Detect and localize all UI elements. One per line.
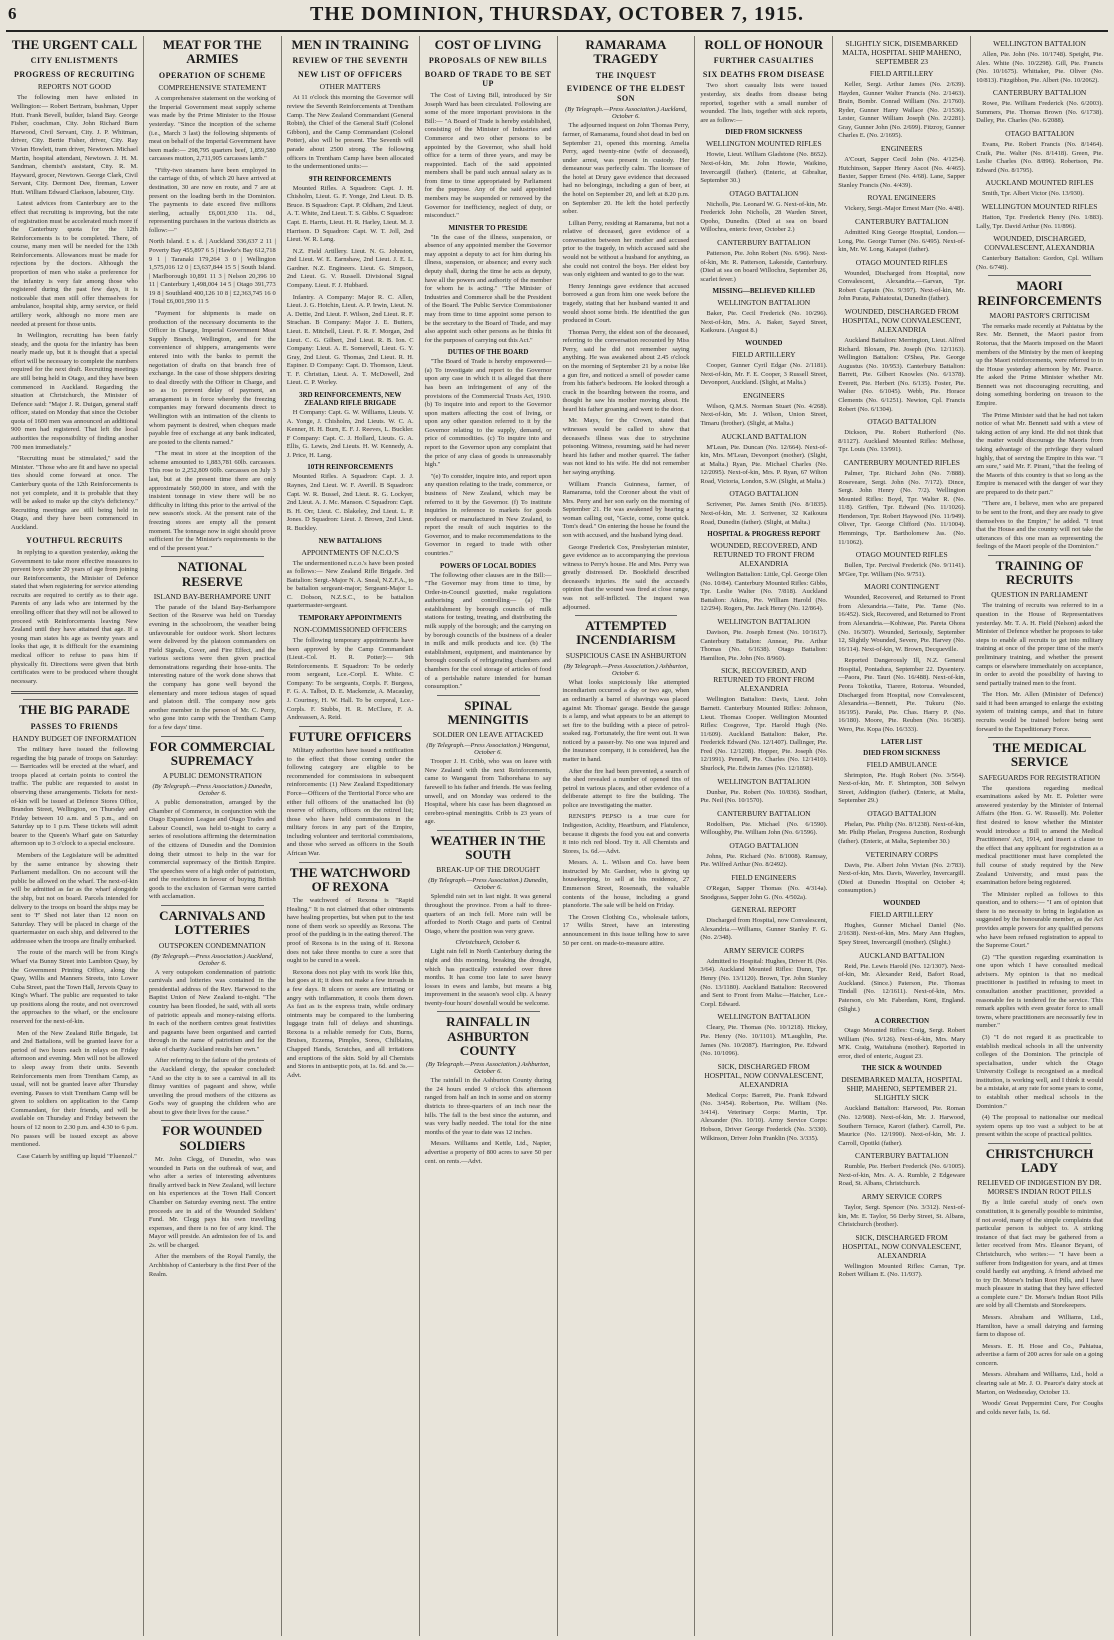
headline-rule [161, 736, 264, 737]
article-paragraph: In replying to a question yesterday, asking the Government to take more effective measures to prevent boys under 20 years of age from joining our Reinforcements, the Minister of Defence stated that when registering for service attending recruits are required to certify as to their age. Parents of any lads who are intermed by the enrolling officer that they will not be allowed to proceed with Reinforcements leaving New Zealand until they have attained that age. If a young man states his age as twenty years and looks that age, it is difficult for the examining medical officer to refuse to pass him if physically fit. Directions were given that birth certificates were to be produced where thought necessary. [11, 548, 138, 685]
column-4 [420, 36, 558, 1636]
article-headline: CHRISTCHURCH LADY [985, 1145, 1094, 1176]
article-paragraph: The Prime Minister said that he had not taken notice of what Mr. Bennett said with a view of taking action of any kind. He did not think that the matter would discourage the Maoris from taking advantage of the privilege they valued highly, that of serving the Empire in this war. "I am sure," said Mr. F. Pirani, "that the feeling of the Maoris of this country is that so long as the Empire is menaced with the danger of war they are prepared to do their part." [976, 411, 1103, 496]
article-headline: ATTEMPTED INCENDIARISM [576, 618, 676, 648]
article-deck: SICK, DISCHARGED FROM HOSPITAL, NOW CONVALESCENT, ALEXANDRIA [704, 1061, 824, 1089]
article-subheading: THE INQUEST [595, 70, 657, 80]
article-deck: A PUBLIC DEMONSTRATION [162, 771, 262, 781]
article-paragraph: The rainfall in the Ashburton County during the 24 hours ended 9 o'clock this afternoon ranged from half an inch in some and on stormy districts to three-quarters of an inch near the hills. The fall is the best since the autumn, and was very badly needed. The total for the nine months of the year to date was 12 inches. [424, 1077, 552, 1136]
article-paragraph: What looks suspiciously like attempted incendiarism occurred a day or two ago, when an ordinarily a barrel of shavings was placed against Mr. Thomas' garage. Beside the garage is a lamp, and what appears to be an attempt to set fire to the building with a piece of petrol-soaked rag. Fortunately, the fire went out. It was noticed by a passer-by. No one was injured and the insurance company, it is considered, has the matter in hand. [562, 678, 690, 763]
article-deck: OTAGO MOUNTED RIFLES [855, 550, 948, 560]
article-deck: OTHER MATTERS [319, 82, 381, 92]
figures-table: North Island. £ s. d. | Auckland 336,637 2 11 | Poverty Bay 455,897 6 5 | Hawke's Bay 612,718 9 1 | Taranaki 179,264 3 0 | Wellington 1,575,016 12 0 | £3,637,844 15 5 | South Island. | Marlborough 10,891 11 3 | Nelson 20,396 10 11 | Canterbury 1,498,004 14 5 | Otago 391,773 19 8 | Southland 400,126 10 8 | £2,363,745 16 0 | Total £6,001,590 11 5 [148, 238, 276, 306]
article-paragraph: Vickery, Sergt.-Major Ernest Marr (No. 4/48). [844, 205, 965, 213]
article-paragraph: Wounded, Recovered, and Returned to Front from Alexandria.—Taite, Pte. Tame (No. 16/452). Sick, Recovered, and Returned to Front from Alexandria.—Kohiwae, Pte. Pareta Ohora (No. 16/307). Wounded, Seriously, September 12, Slightly Wounded, Severe, Pte. Harvey (No. 16/114). Next-of-kin, W. Brown, Decqueville. [838, 594, 966, 653]
article-deck: CANTERBURY BATTALION [992, 88, 1087, 98]
article-paragraph: "Payment for shipments is made on production of the necessary documents to the Officer in Charge, Imperial Government Meat Supply Branch, Wellington, and for the convenience of shippers, arrangements were entered into with the banks to permit the negotiation of drafts on that branch free of exchange. In the case of those shippers desiring to deal directly with the Officer in Charge, and so as to prevent delay of payment, an arrangement is in force whereby the freezing companies may forward documents direct to Wellington with an intimation of the clients to whom payment is desired, when cheques made payable free of exchange at any bank indicated, are posted to the clients named." [148, 310, 276, 446]
article-deck: OTAGO BATTALION [729, 840, 799, 850]
article-paragraph: (4) The proposal to nationalise our medical system opens up too vast a subject to be at present within the scope of practical politics. [976, 1114, 1103, 1139]
article-paragraph: Wilson, Q.M.S. Norman Stuart (No. 4/268). Next-of-kin, Mr. J. Wilson, Union Street, Timaru (brother). (Slight, at Malta.) [700, 402, 828, 427]
article-paragraph: Phelan, Pte. Philip (No. 8/1238). Next-of-kin, Mr. Philip Phelan, Progress Junction, Roxburgh (father). (Enteric, at Malta, September 30.) [838, 820, 966, 845]
article-headline: NATIONAL RESERVE [177, 559, 247, 589]
article-headline: TRAINING OF RECRUITS [995, 557, 1084, 588]
dateline: (By Telegraph.—Press Association.) Ashburton, October 6. [563, 662, 689, 677]
article-paragraph: A very outspoken condemnation of patriotic carnivals and lotteries was contained in the presidential address of the Rev. Harwood to the Baptist Union of New Zealand to-night. "The country has been flooded, he said, with all sorts of patriotic appeals and money-raising efforts. In each of the northern centres great festivities and pageants have been organised and carried through in the name of patriotism and for the sake of charity Auckland results her own." [148, 968, 276, 1053]
article-headline: MEAT FOR THE ARMIES [162, 37, 262, 67]
article-deck: ARMY SERVICE CORPS [861, 1192, 942, 1202]
article-paragraph: A comprehensive statement on the working of the Imperial Government meat supply scheme was made by the Prime Minister to the House yesterday. "Since the inception of the scheme (i.e., March 3 last) the following shipments of meat on behalf of the Imperial Government have been made:— 298,795 quarters beef, 1,859,580 carcasses mutton, 2,711,905 carcasses lamb." [148, 95, 276, 163]
article-paragraph: A public demonstration, arranged by the Chamber of Commerce, in conjunction with the Otago Expansion League and Otago Trades and Labour Council, was held to-night to carry a series of resolutions affirming the determination of the citizens of Dunedin and the Dominion doing their utmost to help in the war for commercial supremacy of the British Empire. The speeches were of a high order of patriotism, and the resolutions in favour of buying British goods to the exclusion of German were carried with acclamation. [148, 799, 276, 901]
article-paragraph: Messrs. A. L. Wilson and Co. have been instructed by Mr. Gardner, who is giving up housekeeping, to sell at his residence, 27 Emmerson Street, Roseneath, the valuable contents of the house, including a grand pianoforte. The sale will be held on Friday. [562, 859, 690, 910]
article-paragraph: Admitted King George Hospital, London.—Long, Pte. George Turner (No. 6/495). Next-of-kin, Mr. W. Long, Kaiapoi (father). [838, 228, 966, 254]
article-headline: FOR WOUNDED SOLDIERS [162, 1123, 263, 1153]
article-headline: THE WATCHWORD OF REXONA [289, 864, 411, 894]
article-deck: CANTERBURY BATTALION [717, 808, 811, 818]
headline-rule [161, 1120, 264, 1121]
columns-container [6, 36, 1108, 1636]
article-paragraph: Men of the New Zealand Rifle Brigade, 1st and 2nd Battalions, will be granted leave for a period of two hours each in relays on Friday afternoon and evening. Men will not be allowed to sleep away from their units. Seventh Reinforcements men from Trentham Camp, as usual, will not be granted leave after Thursday evening. Passes to visit Trentham Camp will be given to soldiers on application to the Camp Commandant, for their friends, and will be available on Thursday and Friday between the hours of 12 noon to 2.30 p.m. and 4.30 to 6 p.m. No passes will be issued except as above mentioned. [11, 1029, 138, 1149]
article-paragraph: Military authorities have issued a notification to the effect that those coming under the following category are eligible to be recommended for commissions in subsequent reinforcements: (1) New Zealand Expeditionary Force—Officers of the Territorial Force who are either full officers of the unattached list (b) reserve of officers, officers on the retired list; those who have held commissions in the military forces in any part of the Empire, including volunteer and territorial commissions, and those who served as officers in the South African War. [286, 747, 414, 857]
article-headline: COST OF LIVING [434, 37, 542, 52]
article-paragraph: Reported Dangerously Ill, N.Z. General Hospital, Pontadura, September 22. Dysentery.—Paora, Pte. Tauri (No. 16/488). Next-of-kin, Peora Tokotika, Tiarere, Rotorua. Wounded, Discharged from Hospital, now Convalescent, Alexandria.—Bennett, Pte. Tukuru (No. 16/195). Paraki, Pte. Chas. Harry P. (No. 16/180). Moore, Pte. Reuben (No. 16/385). Wero, Pte. Kopa (No. 16/333). [838, 657, 966, 733]
article-paragraph: Cooper, Gunner Cyril Edgar (No. 2/1181). Next-of-kin, Mr. F. E. Cooper, 3 Russell Street, Devonport, Auckland. (Slight, at Malta.) [700, 362, 828, 387]
article-paragraph: Dickson, Pte. Robert Rutherford (No. 8/1127). Auckland Mounted Rifles: Melhose, Tpr. Louis (No. 13/991). [838, 429, 966, 454]
article-paragraph: Mr. Mays, for the Crown, stated that witnesses would be called to show that deceased's illness was due to strychnine poisoning. Witness, resuming, said he had never heard his father and mother quarrel. The father was not kind to his wife. He did not remember her saying anything. [562, 417, 690, 476]
section-heading: MISSING—BELIEVED KILLED [712, 287, 816, 296]
article-deck: QUESTION IN PARLIAMENT [991, 590, 1088, 600]
section-heading: TEMPORARY APPOINTMENTS [298, 613, 402, 622]
article-deck: SUSPICIOUS CASE IN ASHBURTON [565, 650, 687, 660]
article-paragraph: (3) "I do not regard it as practicable to establish medical schools in all the university colleges of the Dominion. The principle of specialisation, under which the Otago University College is recognised as a medical institution, is working well, and I think it would be a mistake, at any rate for some years to come, to establish other medical schools in the Dominion." [976, 1033, 1103, 1110]
article-paragraph: Mr. John Clegg, of Dunedin, who was wounded in Paris on the outbreak of war, and who after a series of interesting adventures finally arrived back in New Zealand, will lecture on his experiences at the Town Hall Concert Chamber on Saturday evening next. The entire proceeds are in aid of the Wounded Soldiers' Fund. Mr. Clegg pays his own travelling expenses, and there is no fee of any kind. The Mayor will preside. An admission fee of 1s. and 2s. will be charged. [148, 1156, 276, 1249]
article-deck: ISLAND BAY-BERHAMPORE UNIT [153, 591, 271, 601]
article-deck: OTAGO BATTALION [1005, 129, 1075, 139]
article-paragraph: Wellington Battalion: Little, Cpl. George Olen (No. 10/84). Canterbury Mounted Rifles: Gibbs, Tpr. Leslie Walter (No. 7/818). Auckland Battalion: Atkins, Pte. William Harold (No. 12/294). Rogers, Pte. Jack Henry (No. 12/864). [700, 571, 828, 613]
article-paragraph: The Hon. Mr. Allen (Minister of Defence) said it had been arranged to enlarge the existing system of training camps, and that in future recruits would be trained before being sent forward to the Expeditionary Force. [976, 691, 1103, 733]
article-headline: FUTURE OFFICERS [288, 728, 412, 744]
article-paragraph: Medical Corps: Barrett, Pte. Frank Edward (No. 3/454). Robertson, Pte. William (No. 3/414). Veterinary Corps: Martin, Tpr. Alexander (No. 10/10). Army Service Corps: Hobson, Driver George Frederick (No. 3/330). Wilkinson, Driver John Franklin (No. 3/335). [700, 1091, 828, 1142]
headline-rule [299, 862, 402, 863]
article-subheading: REVIEW OF THE SEVENTH [292, 56, 408, 66]
article-paragraph: The Minister replied as follows to this question, and to others:— "I am of opinion that there is no necessity to bring in legislation as suggested by the honourable member, as the Act provides ample powers for any qualified persons who have been refused registration to appeal to the Supreme Court." [976, 890, 1103, 950]
article-paragraph: Wounded, Discharged from Hospital, now Convalescent, Alexandria.—Garvan, Tpr. Robert Captain (No. 9/397). Next-of-kin, Mr. John Purata, Pahiatoutai, Dunedin (father). [838, 269, 966, 303]
article-subheading: PASSES TO FRIENDS [30, 721, 119, 731]
article-paragraph: Discharged from Hospital, now Convalescent, Alexandria.—Williams, Gunner Stanley F. G. (No. 2/348). [700, 917, 828, 942]
article-paragraph: "(e) To consider, inquire into, and report upon any question relating to the trade, commerce, or business of New Zealand, which may be referred to it by the Governor. (f) To institute inquiries in reference to markets for goods produced or manufactured in New Zealand, to report the result of such inquiries to the Governor, and to make recommendations to the Governor in regard to trade with other countries." [424, 472, 552, 557]
headline-rule [23, 699, 126, 700]
article-paragraph: "There are, I believe, men who are prepared to be sent to the front, and they are ready to give themselves to the Empire," he added. "I trust that the House and the country will not take the utterances of this one man as representing the feelings of the Maori people of the Dominion." [976, 500, 1103, 551]
article-deck: BREAK-UP OF THE DROUGHT [436, 865, 540, 875]
article-paragraph: Allen, Pte. John (No. 10/1748). Speight, Pte. Alex. White (No. 10/2298). Gill, Pte. Francis (No. 10/1675). Whittaker, Pte. Oliver (No. 10/813). Fitzgibbon, Pte. Albert (No. 10/2062). [976, 51, 1103, 84]
article-deck: OUTSPOKEN CONDEMNATION [158, 940, 266, 950]
section-heading: MINISTER TO PRESIDE [448, 223, 528, 232]
article-paragraph: Taylor, Sergt. Spencer (No. 3/312). Next-of-kin, Mr. E. Taylor, 56 Derby Street, St. Albans, Christchurch (brother). [838, 1204, 966, 1229]
article-deck: ARMY SERVICE CORPS [723, 945, 804, 955]
article-deck: FIELD ARTILLERY [869, 69, 934, 78]
article-paragraph: Infantry. A Company: Major R. C. Allen, Lieut. J. G. Hotchin, Lieut. A. P. Irwin, Lieut. N. A. Dettie, 2nd Lieut. F. Wilson, 2nd Lieut. R. F. Strachan. B Company: Major J. E. Butters, Lieut. E. Mitchell, Lieut. F. R. F. Morgan, 2nd Lieut. C. G. Gilbert, 2nd Lieut. R. B. Ion. C Company: Lieut. A. E. Somervell, Lieut. G. Y. Gray, 2nd Lieut. G. Thomas, 2nd Lieut. R. H. Espiner. D Company: Capt. D. Thomson, Lieut. T. F. Christian, Lieut. A. T. McDowell, 2nd Lieut. C. P. Worley. [286, 293, 414, 387]
article-headline: THE URGENT CALL [11, 37, 138, 52]
article-paragraph: Reid, Pte. Lewis Harold (No. 12/1307). Next-of-kin, Mr. Alexander Reid, Bafort Road, Auckland. (Since.) Paterson, Pte. Thomas Tindall (No. 12/1611). Next-of-kin, Mrs. Paterson, c/o Mr. Faberdam, Kent, England. (Slight.) [838, 962, 966, 1013]
article-paragraph: Baker, Pte. Cecil Frederick (No. 10/296). Next-of-kin, Mrs. A. Baker, Sayed Street, Kaikoura. (August 8.) [700, 310, 828, 335]
article-paragraph: The questions regarding medical examinations asked by Mr. E. Poletter were answered yesterday by the Minister of Internal Affairs (the Hon. G. W. Russell). Mr. Poletter first desired to know whether the Minister would introduce a Bill to amend the Medical Practitioners' Act, 1914, and insert a clause to the effect that any applicant for registration as a medical practitioner must have completed the full course of study required by the New Zealand University, and must pass the examination before being registered. [976, 784, 1103, 887]
article-paragraph: Admitted to Hospital: Hughes, Driver H. (No. 3/64). Auckland Mounted Rifles: Dunn, Tpr. Henry (No. 13/1120). Brown, Tpr. John Stanley (No. 13/1180). Auckland Battalion: Recovered and Sent to Front from Malta:—Hatcher, Lce.-Corpl. Edward. [700, 957, 828, 1008]
article-deck: FIELD ARTILLERY [732, 350, 796, 360]
article-paragraph: Dunbar, Pte. Robert (No. 10/836). Stodhart, Pte. Neil (No. 10/1570). [700, 788, 828, 805]
article-deck: OTAGO BATTALION [867, 417, 937, 427]
article-headline: THE MEDICAL SERVICE [992, 740, 1087, 770]
article-deck: CANTERBURY MOUNTED RIFLES [843, 457, 960, 467]
headline-rule [299, 726, 402, 727]
article-deck: CANTERBURY BATTALION [717, 238, 811, 247]
article-paragraph: "Fifty-two steamers have been employed in the carriage of this, of which 20 have arrived at destination, 30 are now en route, and 7 are at present on the loading berth in the Dominion. The payments to date exceed five millions sterling, actually £6,001,930 11s. 0d., representing purchases in the various districts as follow:—" [148, 166, 276, 234]
article-paragraph: Davison, Pte. Joseph Ernest (No. 10/1617). Canterbury Battalion: Annear, Pte. Arthur Thomas (No. 6/1638). Otago Battalion: Hamilton, Pte. John (No. 8/960). [700, 629, 828, 662]
article-paragraph: Wellington Mounted Rifles: Carran, Tpr. Robert William E. (No. 11/937). [838, 1262, 966, 1279]
article-deck: RELIEVED OF INDIGESTION BY DR. MORSE'S INDIAN ROOT PILLS [977, 1178, 1102, 1197]
article-headline: MEN IN TRAINING [291, 37, 409, 52]
article-paragraph: Bullen, Tpr. Percival Frederick (No. 9/1141). M'Gee, Tpr. William (No. 9/751). [838, 562, 966, 578]
dateline: Christchurch, October 6. [455, 939, 521, 947]
column-2 [144, 36, 282, 1636]
article-paragraph: Messrs. Abraham and Williams, Ltd., Hamilton, have a small dairying and farming farm to dispose of. [976, 1313, 1103, 1339]
article-paragraph: Messrs. Williams and Kettle, Ltd., Napier, advertise a property of 800 acres to save 50 per cent. on rents.—Advt. [424, 1140, 552, 1165]
article-paragraph: George Frederick Cox, Presbyterian minister, gave evidence as to accompanying the previous witness to Perry's house. He and Mrs. Perry was greatly distressed. Dr. Bookfield described deceased's injuries. He said the accused's opinion that the wound was fired at close range, was not self-inflicted. The inquest was adjourned. [562, 543, 690, 611]
article-paragraph: Two short casualty lists were issued yesterday, six deaths from disease being reported, together with a small number of wounded. The lists, together with sick reports, are as follow:— [700, 82, 828, 124]
section-heading: DIED FROM SICKNESS [725, 128, 803, 137]
article-deck: WOUNDED, RECOVERED, AND RETURNED TO FRONT FROM ALEXANDRIA [710, 541, 818, 569]
article-paragraph: Rexona does not play with its work like this, but goes at it; it does not make a few inroads in a few days. It ulcers or sores are irritating or angry with inflammation, it cools them down. As fast as is the express train, while ordinary ointments may be compared to the lumbering luggage train full of delays and shuntings. Rexona is a reliable remedy for Cuts, Burns, Bruises, Eczema, Pimples, Sores, Chilblains, Chapped Hands, Scratches, and all irritations and eruptions of the skin. Sold by all Chemists and Stores in antiseptic pots, at 1s. 6d. and 3s.—Advt. [286, 968, 414, 1079]
masthead [0, 0, 1114, 34]
article-deck: OTAGO BATTALION [729, 489, 799, 499]
article-paragraph: N.Z. Field Artillery. Lieut. N. G. Johnston, 2nd Lieut. W. E. Earnshaw, 2nd Lieut. J. E. L. Gardner. N.Z. Engineers. Lieut. G. Simpson, 2nd Lieut. G. V. Russell. Divisional Signal Company. Lieut. F. J. Hubbard. [286, 247, 414, 290]
article-paragraph: H Company: Capt. G. W. Williams, Lieuts. V. A. Yonge, J. Chisholm, 2nd Lieuts. W. C. A. Kenner, H. H. Burn, E. F. J. Reeves, L. Buckler. F Company: Capt. C. J. Hollard, Lieuts. G. A. Ellis, G. Lewis, 2nd Lieuts. H. W. Kennedy, A. J. Price, H. Lang. [286, 408, 414, 459]
headline-rule [437, 830, 540, 831]
article-subheading: YOUTHFUL RECRUITS [26, 536, 123, 546]
article-paragraph: Wellington Battalion: Davis, Lieut. John Barnett. Canterbury Mounted Rifles: Johnson, Lieut. Thomas Cooper. Wellington Mounted Rifles: Cosgrove, Tpr. Harold Hugh (No. 11/609). Auckland Battalion: Baker, Pte. Frederick Edward (No. 12/1407). Dallinger, Pte. Fred (No. 12/1208). Hopper, Pte. Joseph (No. 12/1991). Pennell, Pte. Charles (No. 12/1410). Shurlock, Pte. Edwin James (No. 12/1898). [700, 696, 828, 772]
article-deck: FIELD ARTILLERY [869, 909, 934, 919]
article-paragraph: Rodolfsen, Pte. Michael (No. 6/1590). Willoughby, Pte. William John (No. 6/1596). [700, 820, 828, 837]
article-paragraph: Messrs. E. H. Hose and Co., Pahiatua, advertise a farm of 200 acres for sale on a going concern. [976, 1342, 1103, 1367]
article-paragraph: Howie, Lieut. William Gladstone (No. 8652). Next-of-kin, Mr. John Howie, Waikino, Invercargill (father). (Enteric, at Gibraltar, September 30.) [700, 151, 828, 185]
article-deck: HANDY BUDGET OF INFORMATION [12, 734, 137, 744]
article-paragraph: After referring to the failure of the protests of the Auckland clergy, the speaker concluded: "And so the city is to see a carnival in all its flimsy vanities of pageant and show, while unveiling the proud mothers of the citizens as God's way of grasping the children who are about to give their lives for the cause." [148, 1057, 276, 1116]
article-paragraph: Messrs. Abraham and Williams, Ltd., hold a clearing sale at Mr. J. O. Pearce's dairy stock at Marton, on Wednesday, October 13. [976, 1371, 1103, 1396]
article-deck: SLIGHTLY SICK, DISEMBARKED MALTA, HOSPITAL SHIP MAHENO, SEPTEMBER 23 [842, 39, 962, 66]
section-heading: NEW BATTALIONS [318, 536, 382, 545]
article-subheading: OPERATION OF SCHEME [158, 70, 266, 80]
article-deck: REPORTS NOT GOOD [37, 82, 112, 92]
article-paragraph: The route of the march will be from King's Wharf via Bunny Street into Lambton Quay, by the Government Printing Office, along the Quay, Willis and Manners Streets, into Lower Cuba Street, past the Town Hall, Jervois Quay to King's Wharf. The public are requested to take up positions along the route, and not overcrowd the approaches to the wharf, or the enclosure reserved for the next-of-kin. [11, 949, 138, 1026]
article-deck: SICK, DISCHARGED FROM HOSPITAL, NOW CONVALESCENT, ALEXANDRIA [842, 1232, 962, 1260]
dateline: (By Telegraph.—Press Association.) Auckland, October 6. [151, 952, 274, 967]
headline-rule [988, 555, 1091, 556]
article-paragraph: Rumble, Pte. Herbert Frederick (No. 6/1005). Next-of-kin, Mrs. A. A. Rumble, 2 Edgeware Road, St. Albans, Christchurch. [838, 1163, 966, 1188]
article-deck: ROYAL ENGINEERS [867, 193, 936, 203]
section-heading: DIED FROM SICKNESS [863, 748, 941, 757]
article-paragraph: The following temporary appointments have been approved by the Camp Commandant (Lieut.-Col. H. R. Potter):— 9th Reinforcements. E Squadron: To be orderly room sergeant, Lce.-Corpl. E. White. C Company: To be sergeants, Corpls. F. Burgess, F. G. A. Talbot, D. E. Mackenzie, A. Macaulay, J. Courtney, H. W. Hall. To be corporal, Lce.-Corpls. F. Stubbs, H. R. McClure, F. A. Andreassen, A. Reid. [286, 636, 414, 722]
article-paragraph: In Wellington, recruiting has been fairly steady, and the quota for the infantry has been nearly made up, but it is thought that a special effort will be necessary to complete the numbers required for the next draft. Recruiting meetings are still being held in Otago, and they have been commenced in Auckland. Regarding the situation at Christchurch, the Minister of Defence said: "Major J. R. Duigan, general staff officer, stated on Monday that since the October quota of 1600 men was announced an additional 900 men had registered. That left the local authorities the responsibility of finding another 700 men immediately." [11, 332, 138, 451]
article-paragraph: The training of recruits was referred to in a question in the House of Representatives yesterday. Mr. T. A. H. Field (Nelson) asked the Minister of Defence whether he proposes to take steps to enable all recruits to get into military training at once of the proper time of the men's preliminary training, and whether the present camps or elsewhere immediately on acceptance, in order to avoid the possibility of having to send partially trained men to the front. [976, 602, 1103, 687]
article-deck: WELLINGTON BATTALION [717, 776, 811, 786]
article-deck: WELLINGTON MOUNTED RIFLES [981, 201, 1098, 211]
article-headline: RAINFALL IN ASHBURTON COUNTY [446, 1014, 531, 1058]
column-6 [695, 36, 833, 1636]
article-paragraph: O'Regan, Sapper Thomas (No. 4/314a). Snodgrass, Sapper John G. (No. 4/502a). [700, 885, 828, 901]
article-paragraph: A'Court, Sapper Cecil John (No. 4/1254). Hutchinson, Sapper Henry Ascot (No. 4/465). Baxter, Sapper Ernest (No. 4/68). Lane, Sapper Stanley Francis (No. 4/439). [838, 156, 966, 189]
column-7 [833, 36, 971, 1636]
article-deck: AUCKLAND BATTALION [858, 950, 945, 960]
article-paragraph: M'Lean, Pte. Duncan (No. 12/664). Next-of-kin, Mrs. M'Lean, Devonport (mother). (Slight, at Malta.) Ryan, Pte. Michael Charles (No. 12/2095). Next-of-kin, Mrs. P. Ryan, 67 Wilton Road, Victoria, London, S.W. (Slight, at Malta.) [700, 443, 828, 485]
article-paragraph: Evans, Pte. Robert Francis (No. 8/1464). Craik, Pte. Walter (No. 8/1418). Green, Pte. Leslie Charles (No. 8/896). Robertson, Pte. Edward (No. 8/1795). [976, 141, 1103, 174]
masthead-rule [6, 30, 1108, 32]
article-paragraph: Keller, Sergt. Arthur James (No. 2/639). Hayden, Gunner Walter Francis (No. 2/1463). Brain, Bombr. Conrad William (No. 2/1760). Ryder, Gunner Harry Wallace (No. 2/1536). Lester, Gunner William Joseph (No. 2/2281). Gray, Gunner John (No. 2/699). Fitzroy, Gunner Charles E. (No. 2/1695). [838, 81, 966, 140]
article-paragraph: (2) "The question regarding examination is one upon which I have consulted medical advisers. My opinion is that no medical practitioner is justified in refusing to meet in consultation another practitioner, provided a reasonable fee is tendered for the service. This remark applies with even greater force to small towns, where practitioners are necessarily few in number." [976, 953, 1104, 1030]
section-heading: LATER LIST [881, 737, 923, 746]
dateline: (By Telegraph.—Press Association.) Ashburton, October 6. [425, 1061, 551, 1076]
article-deck: CANTERBURY BATTALION [854, 1151, 949, 1161]
section-heading: HOSPITAL & PROGRESS REPORT [707, 530, 821, 539]
article-paragraph: Members of the Legislature will be admitted by the same entrance by showing their Parliament medallion. On no account will the public be allowed on the wharf. The next-of-kin will be admitted as far as the wharf alongside the ship, but not on board. Parcels intended for delivery to the troops on board the ships may be sent to 'F' Shed not later than 12 noon on Saturday. They will be placed in charge of the quartermaster on each ship, and delivered to the addressee when the troops are finally embarked. [11, 852, 138, 945]
article-subheading: CITY ENLISTMENTS [30, 56, 119, 66]
article-subheading: NEW LIST OF OFFICERS [298, 69, 403, 79]
section-heading: A CORRECTION [874, 1017, 930, 1026]
article-deck: OTAGO BATTALION [867, 808, 937, 818]
article-deck: SAFEGUARDS FOR REGISTRATION [978, 772, 1101, 782]
column-1 [6, 36, 144, 1636]
article-paragraph: Henry Jennings gave evidence that accused borrowed a gun from him one week before the tragedy, stating that her husband wanted it and would shoot some birds. He identified the gun produced in Court. [562, 282, 690, 325]
article-deck: WELLINGTON BATTALION [717, 617, 811, 627]
article-subheading: BOARD OF TRADE TO BE SET UP [424, 69, 552, 89]
article-deck: WOUNDED, DISCHARGED FROM HOSPITAL, NOW CONVALESCENT, ALEXANDRIA [842, 306, 962, 334]
dateline: (By Telegraph.—Press Association.) Dunedin, October 6. [428, 877, 548, 892]
article-paragraph: Mounted Rifles. A Squadron: Capt. J. H. Chisholm, Lieut. G. F. Yonge, 2nd Lieut. D. B. Bruce. B Squadron: Capt. P. Oldham, 2nd Lieut. A. T. White, 2nd Lieut. T. S. Gibbs. C Squadron: Capt. E. Harris, Lieut. H. R. Harley, Lieut. M. J. Harrison. D Squadron: Capt. W. T. Joll, 2nd Lieut. W. R. Lang. [286, 184, 414, 244]
article-paragraph: Canterbury Battalion: Gordon, Cpl. William (No. 6/748). [976, 255, 1103, 271]
headline-rule [575, 615, 678, 616]
headline-rule [988, 737, 1091, 738]
article-paragraph: The undermentioned n.c.o.'s have been posted as follows:— New Zealand Rifle Brigade. 3rd Battalion: Sergt.-Major N. A. Sneal, N.Z.F.A., to be battalion sergeant-major; Sergeant-Major L. C. Dobson, N.Z.S.C., to be battalion quartermaster-sergeant. [286, 559, 414, 610]
article-headline: FOR COMMERCIAL SUPREMACY [149, 738, 275, 768]
article-paragraph: "The Board of Trade is hereby empowered— (a) To investigate and report to the Governor upon any case in which it is alleged that there has been an infringement of any of the provisions of the Commercial Trusts Act, 1910. (b) To inquire into and report to the Governor upon matters affecting the cost of living, or upon any other question referred to it by the Governor relating to the supply, demand, or price of commodities. (c) To inquire into and report to the Governor upon any complaint that the price of any class of goods is unreasonably high." [424, 358, 552, 469]
section-divider [11, 691, 138, 694]
article-paragraph: After the fire had been prevented, a search of the shed revealed a number of opened tins of petrol in various places, and other evidence of a deliberate attempt to fire the building. The police are investigating the matter. [562, 767, 690, 809]
article-paragraph: Hughes, Gunner Michael Daniel (No. 2/1638). Next-of-kin, Mrs. Mary Ann Hughes, Spey Street, Invercargill (mother). (Slight.) [838, 921, 966, 947]
article-deck: COMPREHENSIVE STATEMENT [158, 83, 267, 93]
article-paragraph: Smith, Tpr. Albert Victor (No. 13/930). [982, 190, 1084, 198]
article-deck: CANTERBURY BATTALION [854, 216, 949, 226]
article-paragraph: The following men have enlisted in Wellington:— Robert Bertram, bushman, Upper Hutt. Frank Bevell, builder, Island Bay. George Fisher, coachman, City. John Richard Burn Harwood, Civil Servant, City. J. P. Whitman, driver, City. Bertie Fisher, driver, City. Ray Vivian Howlett, tram driver, Newtown. Michael Martin, hospital attendant, Newtown. J. H. M. Sandman, chemist's assistant, City. R. M. Hayward, grocer, Newtown. George Clark, Civil Servant, City. Dermont Dee, fireman, Lower Hutt. William Edward Clarkson, labourer, City. [11, 94, 138, 196]
article-deck: WOUNDED, DISCHARGED, CONVALESCENT, ALEXANDRIA [984, 234, 1095, 253]
section-heading: WOUNDED [883, 898, 921, 907]
article-paragraph: Davis, Pte. Albert John Vivian (No. 2/783). Next-of-kin, Mrs. Davis, Waverley, Invercargill. (Died at Dunedin Hospital on October 4; consumption.) [838, 861, 966, 895]
article-paragraph: Palmer, Tpr. Richard John (No. 7/888). Roseveare, Sergt. John (No. 7/172). Dince, Sergt. John Henry (No. 7/2). Wellington Mounted Rifles: Boyd, Tpr. Walter R. (No. 11/8). Griffen, Tpr. Edward (No. 11/1026). Henderson, Tpr. Robert Haywood (No. 11/949). Oliver, Tpr. George Clifford (No. 11/1004). Hemmings, Tpr. Bartholomew Jas. (No. 11/1062). [838, 469, 966, 546]
article-paragraph: Woods' Great Peppermint Cure, For Coughs and colds never fails, 1s. 6d. [976, 1400, 1103, 1416]
article-paragraph: The military have issued the following regarding the big parade of troops on Saturday:— Barricades will be erected at the wharf, and troops placed at certain points to control the traffic. The public are requested to assist in observing these arrangements. Tickets for next-of-kin will be issued at Defence Stores Office, Brandon Street, Wellington, on Thursday and Friday between 10 a.m. and 5 p.m., and on Saturday up to 1 p.m. These tickets will admit bearer to the Queen's Wharf gate on Saturday afternoon up to 3 o'clock to a special enclosure. [11, 746, 138, 848]
section-heading: WOUNDED [745, 339, 783, 348]
article-paragraph: The Cost of Living Bill, introduced by Sir Joseph Ward has been circulated. Following are some of the more important provisions in the Bill:— "A Board of Trade is hereby established, consisting of the Minister of Industries and Commerce and two other persons to be appointed by the Governor, who shall hold office for a term of three years, and may be reappointed. Each of the said appointed members shall be paid such annual salary as is from time to time appropriated by Parliament for the purpose. Any of the said appointed members may be suspended or removed by the Governor for inefficiency, neglect of duty, or misconduct." [424, 92, 552, 220]
article-paragraph: Johns, Pte. Richard (No. 8/1008). Ramsay, Pte. Wilfred Arthur (No. 8/2492). [700, 852, 828, 869]
article-deck: SOLDIER ON LEAVE ATTACKED [432, 730, 544, 740]
headline-rule [988, 275, 1091, 276]
dateline: (By Telegraph.—Press Association.) Wanganui, October 6. [426, 742, 550, 757]
column-8 [971, 36, 1108, 1636]
section-heading: 9TH REINFORCEMENTS [309, 174, 392, 183]
article-paragraph: At 11 o'clock this morning the Governor will review the Seventh Reinforcements at Trentham Camp. The New Zealand Commandant (General Robin), the Chief of the General Staff (Colonel Gibbon), and the Camp Commandant (Colonel Potter), also will be present. The Seventh will parade about 2500 strong. The following officers in Trentham Camp have been allocated to the undermentioned units:— [286, 94, 414, 171]
section-heading: THE SICK & WOUNDED [861, 1064, 942, 1073]
article-deck: GENERAL REPORT [731, 905, 797, 915]
article-deck: MAORI CONTINGENT [864, 582, 940, 592]
article-deck: WELLINGTON BATTALION [717, 1012, 811, 1022]
article-headline: ROLL OF HONOUR [704, 37, 824, 52]
article-subheading: EVIDENCE OF THE ELDEST SON [566, 84, 686, 103]
article-paragraph: After the members of the Royal Family, the Archbishop of Canterbury is the first Peer of the Realm. [148, 1253, 276, 1278]
newspaper-title: THE DOMINION, THURSDAY, OCTOBER 7, 1915. [310, 3, 804, 25]
section-heading: 3RD REINFORCEMENTS, NEW ZEALAND RIFLE BRIGADE [298, 390, 402, 407]
article-headline: THE BIG PARADE [18, 702, 130, 718]
article-paragraph: Case Catarrh by sniffing up liquid "Fluenzol." [17, 1152, 137, 1160]
article-deck: OTAGO BATTALION [729, 188, 799, 198]
article-headline: WEATHER IN THE SOUTH [430, 832, 546, 863]
article-subheading: PROGRESS OF RECRUITING [13, 69, 135, 79]
article-paragraph: Nicholls, Pte. Leonard W. G. Next-of-kin, Mr. Frederick John Nicholls, 28 Warden Street, Opoho, Dunedin. (Died at sea on board Willochra, enteric fever, October 2.) [700, 200, 828, 234]
section-heading: 10TH REINFORCEMENTS [307, 463, 394, 472]
article-deck: NON-COMMISSIONED OFFICERS [293, 624, 407, 634]
headline-rule [161, 556, 264, 557]
article-paragraph: Trooper J. H. Cribb, who was on leave with New Zealand with the next Reinforcements, came to Wanganui from Taihorehana to say farewell to his father and friends. He was feeling unwell, and on Monday was ordered to the Hospital, where his case has been diagnosed as cerebro-spinal meningitis. Cribb is 23 years of age. [424, 758, 552, 826]
article-paragraph: Thomas Perry, the eldest son of the deceased, referring to the conversation recounted by Miss Perry, said he did not remember saying anything. He was awakened about 2.45 o'clock on the morning of September 21 by a noise like a gun fire, and noticed a smell of powder came from his father's bedroom. He looked through a crack in the boarding between the rooms, and thought he saw his mother moving about. He heard his father groaning and went to the door. [562, 328, 690, 413]
article-deck: FIELD ENGINEERS [731, 873, 797, 883]
headline-rule [437, 1011, 540, 1012]
article-deck: FIELD AMBULANCE [866, 759, 937, 769]
article-paragraph: "In the case of the illness, suspension, or absence of any appointed member the Governor may appoint a deputy to act for him during his illness, suspension, or absence; and every such deputy shall, during the time he acts as deputy, have all the powers and authority of the member for whom he is acting." "The Minister of Industries and Commerce shall be the President of the Board. The Public Service Commissioner may from time to time appoint some person to be the secretary to the Board of Trade, and may also appoint such other persons as he thinks fit for the purposes of carrying out this Act." [424, 233, 552, 344]
dateline: (By Telegraph.—Press Association.) Auckland, October 6. [565, 106, 687, 121]
article-paragraph: Auckland Battalion: Merrington, Lieut. Alfred Richard. Bloxam, Pte. Joseph (No. 12/1163). Wellington Battalion: O'Shea, Pte. George Augustus (No. 10/953). Canterbury Battalion: Barrett, Pte. Gilbert Knowles (No. 6/1378). Everett, Pte. Herbert (No. 6/135). Foster, Pte. Walter (No. 6/1045). Webb, Pte. Horace Clements (No. 6/1251). Newton, Cpl. Francis Robert (No. 6/1304). [838, 336, 966, 413]
article-paragraph: Rowe, Pte. William Frederick (No. 6/2003). Summers, Pte. Thomas Brown (No. 6/1738). Dalley, Pte. Charles (No. 6/2088). [976, 100, 1103, 125]
article-deck: DISEMBARKED MALTA, HOSPITAL SHIP, MAHENO, SEPTEMBER 21. SLIGHTLY SICK [841, 1075, 963, 1103]
article-paragraph: The adjourned inquest on John Thomas Perry, farmer, of Ramarama, found shot dead in bed on September 21, opened this morning. Amelia Perry, aged twenty-nine (wife of deceased), under arrest, was present in custody. Her demeanour was perfectly calm. The licensee of the hotel at Drury gave evidence that deceased had no belongings, including a gun of beer, at the hotel on September 20, and left at 8.20 p.m. on September 20. He left the hotel perfectly sober. [562, 122, 690, 216]
headline-rule [161, 905, 264, 906]
article-deck: WELLINGTON BATTALION [993, 39, 1086, 48]
article-deck: AUCKLAND BATTALION [721, 431, 807, 441]
article-paragraph: The parade of the Island Bay-Berhampore Section of the Reserve was held on Tuesday evening in the schoolroom, the weather being unfavourable for outdoor work. Short lectures were delivered by the platoon commanders on Field Signals, Cover, and Fire Effect, and the various sections were then given practical demonstrations regarding their hose-units. The interesting nature of the work done shows that the company has gone well beyond the elementary and more tedious stages of squad and platoon drill. The company now gets another member in the person of Mr. C. Perry, who gone into camp with the Trentham Camp for a few days' time. [148, 603, 276, 731]
article-deck: ENGINEERS [742, 390, 785, 400]
article-deck: WELLINGTON BATTALION [717, 298, 811, 308]
article-deck: OTAGO MOUNTED RIFLES [855, 257, 948, 267]
article-paragraph: The watchword of Rexona is "Rapid Healing." It is not claimed that other ointments have healing properties, but when put to the test none of them work so speedily as Rexona. The proof of the pudding is in the eating thereof. The proof of Rexona is in the using of it. Rexona does not take three months to cure a sore that ought to be cured in a week. [286, 897, 414, 965]
column-3 [282, 36, 420, 1636]
article-paragraph: Mounted Rifles. A Squadron: Capt. J. J. Raynes, 2nd Lieut. W. F. Averill. B Squadron: Capt. W. R. Bussel, 2nd Lieut. R. G. Lockyer, 2nd Lieut. A. J. Mc. Manson. C Squadron: Capt. B. H. Orr, Lieut. C. Blakeley, 2nd Lieut. L. P. Jones. D Squadron: Lieut. J. Brown, 2nd Lieut. R. Buckley. [286, 473, 414, 532]
article-subheading: SIX DEATHS FROM DISEASE [702, 69, 825, 79]
article-paragraph: Latest advices from Canterbury are to the effect that recruiting is improving, but the rate of registration must be accelerated much more if the Canterbury quota for the 12th Reinforcements is to be completed. There, of course, many men will be needed for the 13th Reinforcements. Allowances must be made for rejections by the doctors. Although the proportion of men who stake a preference for the infantry is very fair among those who registered during the past few days, it is noticeable that men still offer themselves for ambulance, hospital ship, army service, or field artillery work, although no more men are needed at present for those units. [11, 200, 138, 328]
article-subheading: PROPOSALS OF NEW BILLS [428, 56, 548, 66]
article-paragraph: Otago Mounted Rifles: Craig, Sergt. Robert William (No. 9/126). Next-of-kin, Mrs. Mary M'K. Craig, Waitahuna (mother). Reported in error, died of enteric, August 23. [838, 1027, 966, 1060]
column-5 [558, 36, 696, 1636]
article-deck: SICK, RECOVERED, AND RETURNED TO FRONT FROM ALEXANDRIA [713, 666, 815, 694]
article-paragraph: Patterson, Pte. John Robert (No. 6/96). Next-of-kin, Mr. R. Patterson, Lakeside, Canterbury. (Died at sea on board Willochra, September 26, scarlet fever.) [700, 250, 828, 283]
article-deck: MAORI PASTOR'S CRITICISM [989, 310, 1090, 320]
page-number: 6 [8, 4, 17, 23]
article-paragraph: Splendid rain set in last night. It was general throughout the province. From a half to three-quarters of an inch fell. More rain will be afforded to North Otago and parts of Central Otago, where the position was very grave. [424, 893, 552, 935]
article-paragraph: The remarks made recently at Pahiatua by the Rev. Mr. Bennett, the Maori pastor from Rotorua, that the Maoris imposed on the Maori members of the Ministry by the men of keeping up the Maori reinforcements, were referred to in the House yesterday afternoon by Mr. Pearce. He asked the Prime Minister whether Mr. Bennett was not discouraging recruiting, and doing something bordering on treason to the Empire. [976, 322, 1103, 408]
article-paragraph: Scrivener, Pte. James Smith (No. 8/1835). Next-of-kin, Mr. J. Scrivener, 32 Kaikoura Road, Dunedin (father). (Slight, at Malta.) [700, 501, 828, 526]
article-deck: APPOINTMENTS OF N.C.O.'S [301, 547, 399, 557]
dateline: (By Telegraph.—Press Association.) Dunedin, October 6. [152, 783, 273, 798]
article-paragraph: Light rain fell in North Canterbury during the night and this morning, breaking the drought, which has practically extended over three months. It has come too late to save heavy losses in ewes and lambs, but means a big improvement in the season's wool clip. A heavy twenty-four hours' downfall would be welcome. [424, 948, 552, 1007]
article-deck: ENGINEERS [880, 144, 923, 154]
article-headline: MAORI REINFORCEMENTS [977, 278, 1102, 308]
headline-rule [988, 1143, 1091, 1144]
article-headline: RAMARAMA TRAGEDY [585, 37, 667, 67]
article-paragraph: Hatton, Tpr. Frederick Henry (No. 1/883). Lally, Tpr. David Arthur (No. 11/896). [976, 213, 1103, 230]
article-headline: CARNIVALS AND LOTTERIES [159, 908, 266, 938]
article-paragraph: RENSIP'S PEPSO is a true cure for Indigestion, Acidity, Heartburn, and Flatulence, because it digests the food you eat and converts it into rich red blood. Try it. All Chemists and Stores, 1s. 6d.—Advt. [562, 813, 690, 855]
article-paragraph: Lillian Perry, residing at Ramarama, but not a relative of deceased, gave evidence of a conversation between her mother and accused prior to the tragedy, in which accused said she would not be without a husband for anything, as she could not control the boys. Her eldest boy was only eighteen and wanted to go to the war. [562, 219, 690, 279]
article-deck: AUCKLAND MOUNTED RIFLES [985, 178, 1094, 188]
article-paragraph: "The meat in store at the inception of the scheme amounted to 1,883,781 60lb. carcasses. This rose to 2,252,809 60lb. carcasses on July 3 last, but at the present time there are only approximately 560,000 in store, and with the insistent tonnage in view there will be no difficulty in lifting this prior to the arrival of the new season's stock. At the present rate of the freezing stores are empty all the present moment. The tonnage now in sight should prove sufficient for the Minister's requirements to the end of the present year." [148, 450, 276, 552]
article-paragraph: The following other clauses are in the Bill:— "The Governor may from time to time, by Order-in-Council gazetted, make regulations authorising and controlling— (a) The establishment by borough councils of milk stations for testing, treating, and distributing the milk supply of the borough; and the carrying on by borough councils of the business of a dealer in milk and milk products and ice. (b) The establishment, equipment, and maintenance by borough councils of refrigerating chambers and chambers for the cool storage of articles of food of a perishable nature intended for human consumption." [424, 571, 552, 691]
article-paragraph: The Crown Clothing Co., wholesale tailors, 17 Willis Street, have an interesting announcement in this issue telling how to save 50 per cent. on made-to-measure attire. [562, 913, 690, 947]
section-heading: POWERS OF LOCAL BODIES [440, 561, 537, 570]
article-paragraph: William Francis Guinness, farmer, of Ramarama, told the Coroner about the visit of Mrs. Perry and her son early on the morning of September 21. He was awakened by hearing a woman calling out, "Gecie, come, come quick. Tom's dead." On entering the house he found the son with accused, and the husband lying dead. [562, 480, 690, 539]
section-heading: DUTIES OF THE BOARD [447, 348, 529, 357]
article-headline: SPINAL MENINGITIS [447, 697, 529, 727]
article-paragraph: Shrimpton, Pte. Hugh Robert (No. 3/564). Next-of-kin, Mr. F. Shrimpton, 308 Selwyn Street, Addington (father). (Enteric, at Malta, September 29.) [838, 771, 966, 805]
article-subheading: FURTHER CASUALTIES [713, 56, 814, 66]
article-paragraph: By a little careful study of one's own constitution, it is generally possible to minimise, if not avoid, many of the simple complaints that particular person is subject to. A striking instance of that fact may be gathered from a letter received from Mrs. Eleanor Bryant, of Christchurch, who writes:— "I have been a sufferer from Indigestion for years, and at times could hardly eat anything. A friend advised me to try Dr. Morse's Indian Root Pills, and I have much pleasure in stating that they have effected a complete cure." Dr. Morse's Indian Root Pills are sold by all Chemists and Storekeepers. [976, 1199, 1103, 1310]
article-deck: WELLINGTON MOUNTED RIFLES [705, 139, 822, 149]
headline-rule [437, 695, 540, 696]
article-paragraph: Cleary, Pte. Thomas (No. 10/1218). Hickey, Pte. Henry (No. 10/1101). M'Laughlin, Pte. James (No. 10/2087). Harrington, Pte. Edward (No. 10/1096). [700, 1024, 828, 1058]
article-paragraph: Auckland Battalion: Harwood, Pte. Roman (No. 12/908). Next-of-kin, Mr. J. Harwood, Southern Terrace, Karori (father). Carroll, Pte. Maurice (No. 12/1990). Next-of-kin, Mr. J. Carroll, Opotiki (father). [838, 1105, 966, 1147]
article-deck: VETERINARY CORPS [865, 849, 939, 859]
article-paragraph: "Recruiting must be stimulated," said the Minister. "Those who are fit and have no special ties should come forward at once. The Canterbury quota of the 12th Reinforcements is not yet complete, and it is probable that they will be asked to make up the city's deficiency." Recruiting meetings are still being held in Otago, and they have been commenced in Auckland. [11, 455, 138, 531]
